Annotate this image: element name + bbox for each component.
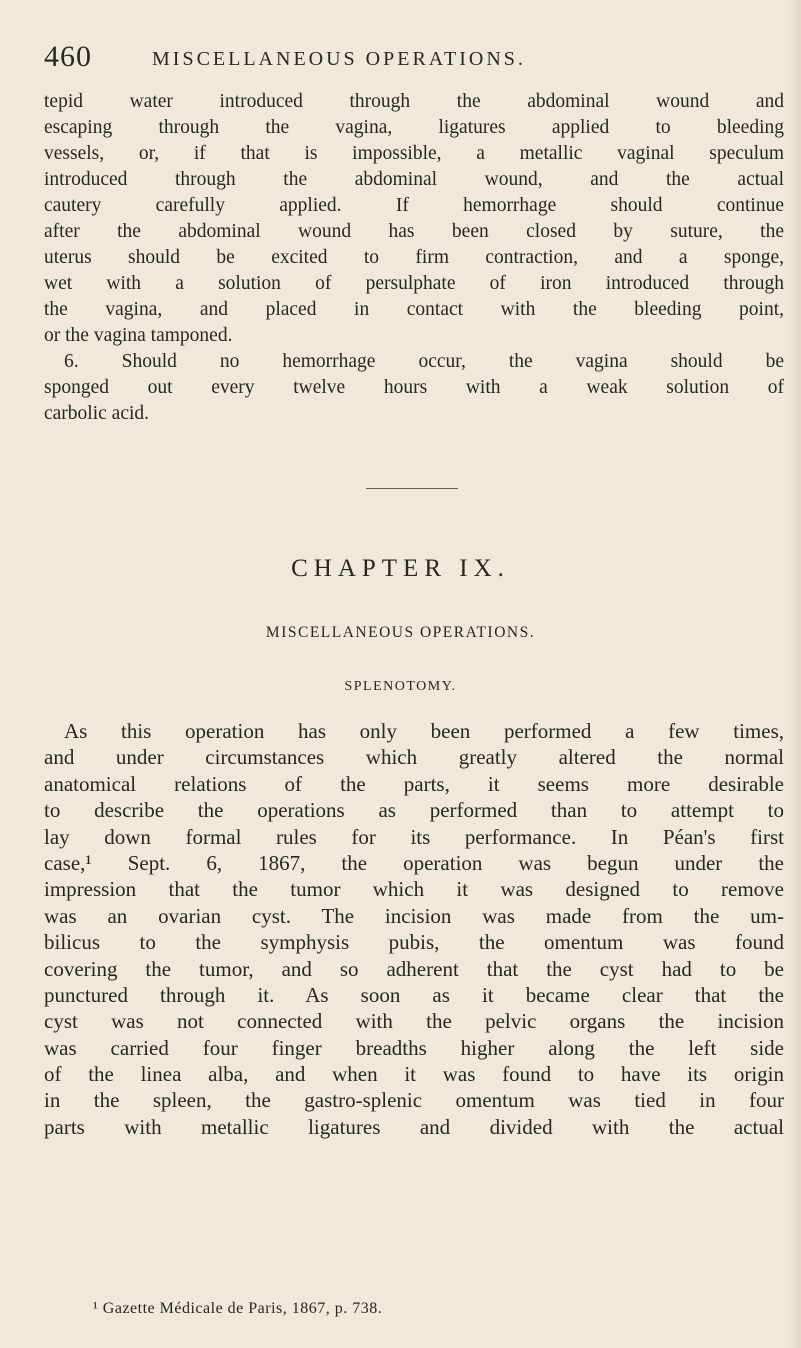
text-line: introduced through the abdominal wound, and the actual	[44, 169, 784, 190]
section-title: SPLENOTOMY.	[344, 679, 457, 694]
text-line: anatomical relations of the parts, it seems more desirable	[44, 771, 784, 796]
paragraph-continued	[44, 89, 784, 427]
text-line: in the spleen, the gastro-splenic omentum was tied in four	[44, 1088, 784, 1113]
text-line: sponged out every twelve hours with a weak solution of	[44, 377, 784, 398]
text-line: covering the tumor, and so adherent that the cyst had to be	[44, 956, 784, 981]
text-line: parts with metallic ligatures and divided with the actual	[44, 1114, 784, 1139]
text-line: punctured through it. As soon as it became clear that the	[44, 982, 784, 1007]
text-line: lay down formal rules for its performance. In Péan's first	[44, 824, 784, 849]
section-divider	[366, 488, 458, 489]
page-edge	[787, 0, 801, 1348]
text-line: cautery carefully applied. If hemorrhage should continue	[44, 195, 784, 216]
text-line: As this operation has only been performed a few times,	[64, 719, 784, 743]
text-line: and under circumstances which greatly altered the normal	[44, 745, 784, 770]
text-line: carbolic acid.	[44, 403, 150, 424]
text-line: case,¹ Sept. 6, 1867, the operation was begun under the	[44, 850, 784, 875]
text-line: after the abdominal wound has been closed by suture, the	[44, 221, 784, 242]
text-line: of the linea alba, and when it was found to have its origin	[44, 1062, 784, 1087]
chapter-heading: CHAPTER IX.	[291, 555, 510, 582]
footnote: ¹ Gazette Médicale de Paris, 1867, p. 738.	[93, 1300, 383, 1317]
text-line: impression that the tumor which it was designed to remove	[44, 877, 784, 902]
running-head	[44, 40, 784, 80]
page-number: 460	[44, 40, 92, 73]
text-line: tepid water introduced through the abdominal wound and	[44, 91, 784, 112]
text-line: was carried four finger breadths higher along the left side	[44, 1035, 784, 1060]
running-title: MISCELLANEOUS OPERATIONS.	[152, 48, 526, 70]
paragraph-splenotomy	[44, 718, 784, 1140]
text-line: was an ovarian cyst. The incision was made from the um-	[44, 903, 784, 928]
text-line: the vagina, and placed in contact with the bleeding point,	[44, 299, 784, 320]
chapter-subtitle: MISCELLANEOUS OPERATIONS.	[265, 624, 536, 641]
text-line: bilicus to the symphysis pubis, the omentum was found	[44, 930, 784, 955]
text-line: uterus should be excited to firm contraction, and a sponge,	[44, 247, 784, 268]
text-line: 6. Should no hemorrhage occur, the vagina should be	[64, 351, 784, 372]
text-line: vessels, or, if that is impossible, a metallic vaginal speculum	[44, 143, 784, 164]
text-line: escaping through the vagina, ligatures applied to bleeding	[44, 117, 784, 138]
text-line: cyst was not connected with the pelvic organs the incision	[44, 1009, 784, 1034]
text-line: wet with a solution of persulphate of iron introduced through	[44, 273, 784, 294]
text-line: to describe the operations as performed than to attempt to	[44, 798, 784, 823]
text-line: or the vagina tamponed.	[44, 325, 233, 346]
